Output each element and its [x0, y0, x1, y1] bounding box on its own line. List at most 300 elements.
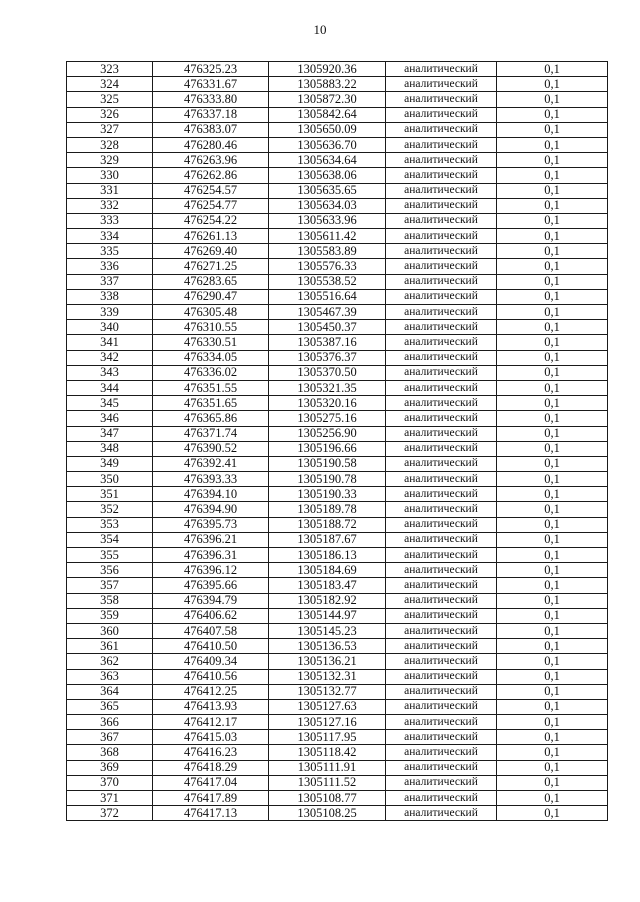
table-row	[67, 578, 608, 593]
x-coordinate-cell: 476409.34	[153, 654, 269, 669]
point-number-cell: 347	[67, 426, 153, 441]
table-row	[67, 745, 608, 760]
y-coordinate-cell: 1305182.92	[269, 593, 386, 608]
method-cell: аналитический	[386, 608, 497, 623]
table-row	[67, 487, 608, 502]
table-row	[67, 107, 608, 122]
method-cell: аналитический	[386, 532, 497, 547]
method-cell: аналитический	[386, 411, 497, 426]
x-coordinate-cell: 476271.25	[153, 259, 269, 274]
method-cell: аналитический	[386, 62, 497, 77]
accuracy-cell: 0,1	[497, 92, 608, 107]
accuracy-cell: 0,1	[497, 426, 608, 441]
x-coordinate-cell: 476416.23	[153, 745, 269, 760]
point-number-cell: 323	[67, 62, 153, 77]
method-cell: аналитический	[386, 441, 497, 456]
coordinates-table-body	[67, 62, 608, 821]
table-row	[67, 639, 608, 654]
y-coordinate-cell: 1305638.06	[269, 168, 386, 183]
x-coordinate-cell: 476390.52	[153, 441, 269, 456]
x-coordinate-cell: 476269.40	[153, 244, 269, 259]
point-number-cell: 359	[67, 608, 153, 623]
point-number-cell: 365	[67, 699, 153, 714]
y-coordinate-cell: 1305321.35	[269, 380, 386, 395]
y-coordinate-cell: 1305576.33	[269, 259, 386, 274]
x-coordinate-cell: 476396.31	[153, 548, 269, 563]
point-number-cell: 325	[67, 92, 153, 107]
y-coordinate-cell: 1305145.23	[269, 623, 386, 638]
method-cell: аналитический	[386, 669, 497, 684]
x-coordinate-cell: 476418.29	[153, 760, 269, 775]
point-number-cell: 340	[67, 320, 153, 335]
method-cell: аналитический	[386, 775, 497, 790]
point-number-cell: 334	[67, 229, 153, 244]
y-coordinate-cell: 1305275.16	[269, 411, 386, 426]
y-coordinate-cell: 1305189.78	[269, 502, 386, 517]
method-cell: аналитический	[386, 639, 497, 654]
x-coordinate-cell: 476331.67	[153, 77, 269, 92]
table-row	[67, 350, 608, 365]
accuracy-cell: 0,1	[497, 411, 608, 426]
y-coordinate-cell: 1305190.33	[269, 487, 386, 502]
table-row	[67, 517, 608, 532]
coordinates-table	[66, 61, 608, 821]
table-row	[67, 791, 608, 806]
y-coordinate-cell: 1305635.65	[269, 183, 386, 198]
accuracy-cell: 0,1	[497, 472, 608, 487]
x-coordinate-cell: 476325.23	[153, 62, 269, 77]
accuracy-cell: 0,1	[497, 320, 608, 335]
x-coordinate-cell: 476263.96	[153, 153, 269, 168]
method-cell: аналитический	[386, 760, 497, 775]
y-coordinate-cell: 1305650.09	[269, 122, 386, 137]
method-cell: аналитический	[386, 593, 497, 608]
table-row	[67, 532, 608, 547]
method-cell: аналитический	[386, 502, 497, 517]
point-number-cell: 367	[67, 730, 153, 745]
x-coordinate-cell: 476283.65	[153, 274, 269, 289]
accuracy-cell: 0,1	[497, 715, 608, 730]
method-cell: аналитический	[386, 578, 497, 593]
point-number-cell: 371	[67, 791, 153, 806]
method-cell: аналитический	[386, 350, 497, 365]
method-cell: аналитический	[386, 153, 497, 168]
table-row	[67, 669, 608, 684]
table-row	[67, 730, 608, 745]
point-number-cell: 341	[67, 335, 153, 350]
x-coordinate-cell: 476396.12	[153, 563, 269, 578]
accuracy-cell: 0,1	[497, 456, 608, 471]
y-coordinate-cell: 1305184.69	[269, 563, 386, 578]
method-cell: аналитический	[386, 335, 497, 350]
table-row	[67, 320, 608, 335]
accuracy-cell: 0,1	[497, 502, 608, 517]
table-row	[67, 472, 608, 487]
x-coordinate-cell: 476413.93	[153, 699, 269, 714]
x-coordinate-cell: 476337.18	[153, 107, 269, 122]
y-coordinate-cell: 1305634.03	[269, 198, 386, 213]
y-coordinate-cell: 1305183.47	[269, 578, 386, 593]
x-coordinate-cell: 476394.10	[153, 487, 269, 502]
table-row	[67, 153, 608, 168]
x-coordinate-cell: 476310.55	[153, 320, 269, 335]
x-coordinate-cell: 476254.22	[153, 213, 269, 228]
accuracy-cell: 0,1	[497, 137, 608, 152]
point-number-cell: 362	[67, 654, 153, 669]
point-number-cell: 330	[67, 168, 153, 183]
y-coordinate-cell: 1305450.37	[269, 320, 386, 335]
point-number-cell: 332	[67, 198, 153, 213]
point-number-cell: 370	[67, 775, 153, 790]
y-coordinate-cell: 1305920.36	[269, 62, 386, 77]
accuracy-cell: 0,1	[497, 274, 608, 289]
accuracy-cell: 0,1	[497, 730, 608, 745]
table-row	[67, 456, 608, 471]
method-cell: аналитический	[386, 274, 497, 289]
x-coordinate-cell: 476351.55	[153, 380, 269, 395]
y-coordinate-cell: 1305467.39	[269, 305, 386, 320]
table-row	[67, 684, 608, 699]
x-coordinate-cell: 476290.47	[153, 289, 269, 304]
page-number: 10	[313, 22, 327, 37]
point-number-cell: 335	[67, 244, 153, 259]
accuracy-cell: 0,1	[497, 229, 608, 244]
x-coordinate-cell: 476383.07	[153, 122, 269, 137]
method-cell: аналитический	[386, 791, 497, 806]
method-cell: аналитический	[386, 699, 497, 714]
accuracy-cell: 0,1	[497, 350, 608, 365]
table-row	[67, 305, 608, 320]
method-cell: аналитический	[386, 548, 497, 563]
y-coordinate-cell: 1305111.52	[269, 775, 386, 790]
table-row	[67, 396, 608, 411]
point-number-cell: 344	[67, 380, 153, 395]
table-row	[67, 760, 608, 775]
y-coordinate-cell: 1305108.77	[269, 791, 386, 806]
y-coordinate-cell: 1305872.30	[269, 92, 386, 107]
x-coordinate-cell: 476395.73	[153, 517, 269, 532]
accuracy-cell: 0,1	[497, 335, 608, 350]
accuracy-cell: 0,1	[497, 760, 608, 775]
method-cell: аналитический	[386, 730, 497, 745]
x-coordinate-cell: 476261.13	[153, 229, 269, 244]
x-coordinate-cell: 476305.48	[153, 305, 269, 320]
y-coordinate-cell: 1305636.70	[269, 137, 386, 152]
x-coordinate-cell: 476280.46	[153, 137, 269, 152]
method-cell: аналитический	[386, 472, 497, 487]
table-row	[67, 775, 608, 790]
point-number-cell: 361	[67, 639, 153, 654]
point-number-cell: 333	[67, 213, 153, 228]
table-row	[67, 563, 608, 578]
x-coordinate-cell: 476396.21	[153, 532, 269, 547]
point-number-cell: 324	[67, 77, 153, 92]
table-row	[67, 441, 608, 456]
y-coordinate-cell: 1305583.89	[269, 244, 386, 259]
accuracy-cell: 0,1	[497, 623, 608, 638]
table-row	[67, 608, 608, 623]
method-cell: аналитический	[386, 517, 497, 532]
y-coordinate-cell: 1305883.22	[269, 77, 386, 92]
x-coordinate-cell: 476371.74	[153, 426, 269, 441]
point-number-cell: 372	[67, 806, 153, 821]
y-coordinate-cell: 1305132.31	[269, 669, 386, 684]
y-coordinate-cell: 1305188.72	[269, 517, 386, 532]
y-coordinate-cell: 1305187.67	[269, 532, 386, 547]
point-number-cell: 348	[67, 441, 153, 456]
accuracy-cell: 0,1	[497, 244, 608, 259]
x-coordinate-cell: 476395.66	[153, 578, 269, 593]
point-number-cell: 328	[67, 137, 153, 152]
method-cell: аналитический	[386, 168, 497, 183]
point-number-cell: 343	[67, 365, 153, 380]
method-cell: аналитический	[386, 623, 497, 638]
point-number-cell: 360	[67, 623, 153, 638]
accuracy-cell: 0,1	[497, 213, 608, 228]
method-cell: аналитический	[386, 305, 497, 320]
table-row	[67, 699, 608, 714]
point-number-cell: 331	[67, 183, 153, 198]
method-cell: аналитический	[386, 426, 497, 441]
method-cell: аналитический	[386, 259, 497, 274]
accuracy-cell: 0,1	[497, 183, 608, 198]
point-number-cell: 364	[67, 684, 153, 699]
table-row	[67, 213, 608, 228]
y-coordinate-cell: 1305127.63	[269, 699, 386, 714]
y-coordinate-cell: 1305108.25	[269, 806, 386, 821]
accuracy-cell: 0,1	[497, 441, 608, 456]
x-coordinate-cell: 476417.04	[153, 775, 269, 790]
y-coordinate-cell: 1305186.13	[269, 548, 386, 563]
x-coordinate-cell: 476394.79	[153, 593, 269, 608]
accuracy-cell: 0,1	[497, 791, 608, 806]
accuracy-cell: 0,1	[497, 289, 608, 304]
point-number-cell: 352	[67, 502, 153, 517]
accuracy-cell: 0,1	[497, 608, 608, 623]
table-row	[67, 380, 608, 395]
x-coordinate-cell: 476351.65	[153, 396, 269, 411]
x-coordinate-cell: 476334.05	[153, 350, 269, 365]
y-coordinate-cell: 1305118.42	[269, 745, 386, 760]
x-coordinate-cell: 476412.17	[153, 715, 269, 730]
accuracy-cell: 0,1	[497, 122, 608, 137]
point-number-cell: 337	[67, 274, 153, 289]
x-coordinate-cell: 476333.80	[153, 92, 269, 107]
y-coordinate-cell: 1305190.78	[269, 472, 386, 487]
point-number-cell: 345	[67, 396, 153, 411]
y-coordinate-cell: 1305190.58	[269, 456, 386, 471]
table-row	[67, 806, 608, 821]
accuracy-cell: 0,1	[497, 153, 608, 168]
table-row	[67, 274, 608, 289]
table-row	[67, 62, 608, 77]
table-row	[67, 229, 608, 244]
x-coordinate-cell: 476254.77	[153, 198, 269, 213]
method-cell: аналитический	[386, 806, 497, 821]
table-row	[67, 411, 608, 426]
method-cell: аналитический	[386, 684, 497, 699]
point-number-cell: 354	[67, 532, 153, 547]
y-coordinate-cell: 1305196.66	[269, 441, 386, 456]
point-number-cell: 336	[67, 259, 153, 274]
point-number-cell: 356	[67, 563, 153, 578]
accuracy-cell: 0,1	[497, 563, 608, 578]
y-coordinate-cell: 1305370.50	[269, 365, 386, 380]
y-coordinate-cell: 1305320.16	[269, 396, 386, 411]
method-cell: аналитический	[386, 396, 497, 411]
point-number-cell: 350	[67, 472, 153, 487]
y-coordinate-cell: 1305132.77	[269, 684, 386, 699]
method-cell: аналитический	[386, 456, 497, 471]
method-cell: аналитический	[386, 92, 497, 107]
y-coordinate-cell: 1305842.64	[269, 107, 386, 122]
accuracy-cell: 0,1	[497, 517, 608, 532]
method-cell: аналитический	[386, 107, 497, 122]
table-row	[67, 122, 608, 137]
x-coordinate-cell: 476406.62	[153, 608, 269, 623]
table-row	[67, 168, 608, 183]
y-coordinate-cell: 1305376.37	[269, 350, 386, 365]
x-coordinate-cell: 476392.41	[153, 456, 269, 471]
x-coordinate-cell: 476407.58	[153, 623, 269, 638]
y-coordinate-cell: 1305127.16	[269, 715, 386, 730]
x-coordinate-cell: 476393.33	[153, 472, 269, 487]
accuracy-cell: 0,1	[497, 699, 608, 714]
method-cell: аналитический	[386, 137, 497, 152]
point-number-cell: 351	[67, 487, 153, 502]
accuracy-cell: 0,1	[497, 806, 608, 821]
accuracy-cell: 0,1	[497, 168, 608, 183]
x-coordinate-cell: 476336.02	[153, 365, 269, 380]
method-cell: аналитический	[386, 715, 497, 730]
point-number-cell: 363	[67, 669, 153, 684]
method-cell: аналитический	[386, 380, 497, 395]
y-coordinate-cell: 1305256.90	[269, 426, 386, 441]
x-coordinate-cell: 476394.90	[153, 502, 269, 517]
point-number-cell: 357	[67, 578, 153, 593]
method-cell: аналитический	[386, 77, 497, 92]
x-coordinate-cell: 476417.89	[153, 791, 269, 806]
table-row	[67, 77, 608, 92]
accuracy-cell: 0,1	[497, 684, 608, 699]
x-coordinate-cell: 476262.86	[153, 168, 269, 183]
accuracy-cell: 0,1	[497, 775, 608, 790]
accuracy-cell: 0,1	[497, 107, 608, 122]
y-coordinate-cell: 1305387.16	[269, 335, 386, 350]
point-number-cell: 349	[67, 456, 153, 471]
method-cell: аналитический	[386, 320, 497, 335]
x-coordinate-cell: 476365.86	[153, 411, 269, 426]
y-coordinate-cell: 1305144.97	[269, 608, 386, 623]
point-number-cell: 368	[67, 745, 153, 760]
point-number-cell: 326	[67, 107, 153, 122]
table-row	[67, 183, 608, 198]
accuracy-cell: 0,1	[497, 548, 608, 563]
method-cell: аналитический	[386, 563, 497, 578]
y-coordinate-cell: 1305611.42	[269, 229, 386, 244]
x-coordinate-cell: 476254.57	[153, 183, 269, 198]
y-coordinate-cell: 1305633.96	[269, 213, 386, 228]
point-number-cell: 346	[67, 411, 153, 426]
accuracy-cell: 0,1	[497, 669, 608, 684]
method-cell: аналитический	[386, 229, 497, 244]
y-coordinate-cell: 1305136.53	[269, 639, 386, 654]
table-row	[67, 335, 608, 350]
point-number-cell: 355	[67, 548, 153, 563]
point-number-cell: 329	[67, 153, 153, 168]
method-cell: аналитический	[386, 213, 497, 228]
accuracy-cell: 0,1	[497, 593, 608, 608]
y-coordinate-cell: 1305538.52	[269, 274, 386, 289]
accuracy-cell: 0,1	[497, 396, 608, 411]
accuracy-cell: 0,1	[497, 259, 608, 274]
accuracy-cell: 0,1	[497, 639, 608, 654]
y-coordinate-cell: 1305117.95	[269, 730, 386, 745]
method-cell: аналитический	[386, 183, 497, 198]
method-cell: аналитический	[386, 198, 497, 213]
point-number-cell: 369	[67, 760, 153, 775]
table-row	[67, 244, 608, 259]
point-number-cell: 353	[67, 517, 153, 532]
point-number-cell: 327	[67, 122, 153, 137]
table-row	[67, 365, 608, 380]
method-cell: аналитический	[386, 289, 497, 304]
method-cell: аналитический	[386, 122, 497, 137]
y-coordinate-cell: 1305136.21	[269, 654, 386, 669]
table-row	[67, 259, 608, 274]
accuracy-cell: 0,1	[497, 365, 608, 380]
y-coordinate-cell: 1305111.91	[269, 760, 386, 775]
x-coordinate-cell: 476412.25	[153, 684, 269, 699]
point-number-cell: 338	[67, 289, 153, 304]
table-row	[67, 92, 608, 107]
table-row	[67, 426, 608, 441]
method-cell: аналитический	[386, 244, 497, 259]
accuracy-cell: 0,1	[497, 532, 608, 547]
x-coordinate-cell: 476410.50	[153, 639, 269, 654]
method-cell: аналитический	[386, 487, 497, 502]
table-row	[67, 623, 608, 638]
point-number-cell: 358	[67, 593, 153, 608]
accuracy-cell: 0,1	[497, 198, 608, 213]
point-number-cell: 339	[67, 305, 153, 320]
accuracy-cell: 0,1	[497, 77, 608, 92]
table-row	[67, 593, 608, 608]
accuracy-cell: 0,1	[497, 654, 608, 669]
x-coordinate-cell: 476415.03	[153, 730, 269, 745]
x-coordinate-cell: 476410.56	[153, 669, 269, 684]
accuracy-cell: 0,1	[497, 578, 608, 593]
table-row	[67, 289, 608, 304]
accuracy-cell: 0,1	[497, 305, 608, 320]
point-number-cell: 366	[67, 715, 153, 730]
table-row	[67, 137, 608, 152]
y-coordinate-cell: 1305516.64	[269, 289, 386, 304]
method-cell: аналитический	[386, 365, 497, 380]
y-coordinate-cell: 1305634.64	[269, 153, 386, 168]
x-coordinate-cell: 476330.51	[153, 335, 269, 350]
accuracy-cell: 0,1	[497, 487, 608, 502]
table-row	[67, 502, 608, 517]
method-cell: аналитический	[386, 745, 497, 760]
method-cell: аналитический	[386, 654, 497, 669]
accuracy-cell: 0,1	[497, 745, 608, 760]
table-row	[67, 715, 608, 730]
table-row	[67, 548, 608, 563]
accuracy-cell: 0,1	[497, 62, 608, 77]
point-number-cell: 342	[67, 350, 153, 365]
x-coordinate-cell: 476417.13	[153, 806, 269, 821]
